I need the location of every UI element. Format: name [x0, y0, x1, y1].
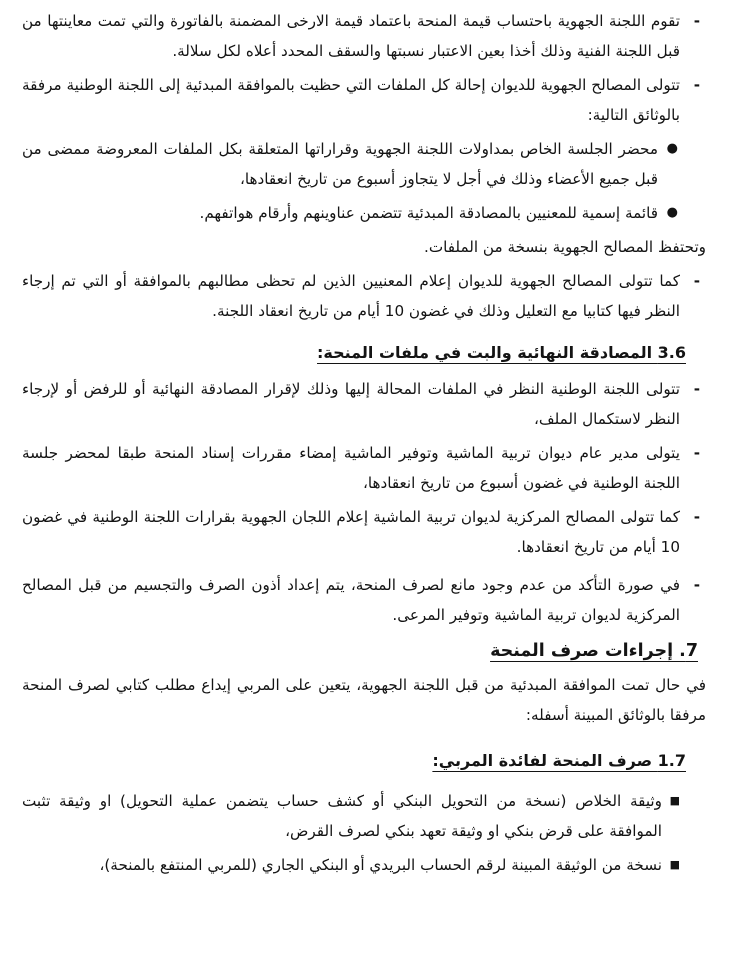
paragraph-text: تتولى اللجنة الوطنية النظر في الملفات المحالة إليها وذلك لإقرار المصادقة النهائية أو للرفض أو لإرجاء النظر لاستكمال الملف، [22, 380, 680, 428]
paragraph-central-notification [22, 502, 706, 562]
bullet-text: محضر الجلسة الخاص بمداولات اللجنة الجهوية وقراراتها المتعلقة بكل الملفات المعروضة ممضى من قبل جميع الأعضاء وذلك في أجل لا يتجاوز أسبوع من تاريخ انعقادها، [22, 140, 658, 188]
paragraph-national-review [22, 374, 706, 434]
paragraph-section-7-intro: في حال تمت الموافقة المبدئية من قبل اللجنة الجهوية، يتعين على المربي إيداع مطلب كتابي لصرف المنحة مرفقا بالوثائق المبينة أسفله: [22, 676, 706, 724]
dash-marker: - [693, 272, 700, 290]
bullet-item-name-list [22, 198, 706, 228]
paragraph-text: تقوم اللجنة الجهوية باحتساب قيمة المنحة باعتماد قيمة الارخى المضمنة بالفاتورة والتي تمت معاينتها من قبل اللجنة الفنية وذلك أخذا بعين الاعتبار نسبتها والسقف المحدد أعلاه لكل سلالة. [22, 12, 680, 60]
dash-marker: - [693, 444, 700, 462]
paragraph-director-signature [22, 438, 706, 498]
note-copy-retained: وتحتفظ المصالح الجهوية بنسخة من الملفات. [424, 238, 706, 256]
paragraph-file-referral [22, 70, 706, 130]
section-heading-7: 7. إجراءات صرف المنحة [490, 641, 698, 661]
square-item-account-number [22, 850, 706, 880]
dash-marker: - [693, 508, 700, 526]
bullet-text: قائمة إسمية للمعنيين بالمصادقة المبدئية تتضمن عناوينهم وأرقام هواتفهم. [199, 204, 658, 222]
dash-marker: - [693, 380, 700, 398]
paragraph-payment-orders [22, 570, 706, 630]
dash-marker: - [693, 76, 700, 94]
paragraph-notify-rejected [22, 266, 706, 326]
bullet-marker: ● [666, 205, 678, 220]
bullet-item-minutes [22, 134, 706, 194]
paragraph-text: كما تتولى المصالح الجهوية للديوان إعلام المعنيين الذين لم تحظى مطالبهم بالموافقة أو التي تم إرجاء النظر فيها كتابيا مع التعليل وذلك في غضون 10 أيام من تاريخ انعقاد اللجنة. [22, 272, 680, 320]
paragraph-text: كما تتولى المصالح المركزية لديوان تربية الماشية إعلام اللجان الجهوية بقرارات اللجنة الوطنية في غضون 10 أيام من تاريخ انعقادها. [22, 508, 680, 556]
dash-marker: - [693, 576, 700, 594]
paragraph-grant-calculation [22, 6, 706, 66]
paragraph-text: يتولى مدير عام ديوان تربية الماشية وتوفير الماشية إمضاء مقررات إسناد المنحة طبقا لمحضر جلسة اللجنة الوطنية في غضون أسبوع من تاريخ انعقادها، [22, 444, 680, 492]
square-bullet-marker: ■ [669, 858, 680, 871]
dash-marker: - [693, 12, 700, 30]
section-heading-3-6: 3.6 المصادقة النهائية والبت في ملفات المنحة: [317, 343, 686, 362]
paragraph-text: في صورة التأكد من عدم وجود مانع لصرف المنحة، يتم إعداد أذون الصرف والتجسيم من قبل المصالح المركزية لديوان تربية الماشية وتوفير المرعى. [22, 576, 680, 624]
square-item-text: نسخة من الوثيقة المبينة لرقم الحساب البريدي أو البنكي الجاري (للمربي المنتفع بالمنحة)، [99, 856, 662, 874]
section-heading-7-1: 1.7 صرف المنحة لفائدة المربي: [432, 751, 686, 770]
square-item-payment-proof [22, 786, 706, 846]
square-bullet-marker: ■ [669, 794, 680, 807]
paragraph-text: تتولى المصالح الجهوية للديوان إحالة كل الملفات التي حظيت بالموافقة المبدئية إلى اللجنة الوطنية مرفقة بالوثائق التالية: [22, 76, 680, 124]
square-item-text: وثيقة الخلاص (نسخة من التحويل البنكي أو كشف حساب يتضمن عملية التحويل) او وثيقة تثبت الموافقة على قرض بنكي او وثيقة تعهد بنكي لصرف القرض، [22, 792, 662, 840]
bullet-marker: ● [666, 141, 678, 156]
